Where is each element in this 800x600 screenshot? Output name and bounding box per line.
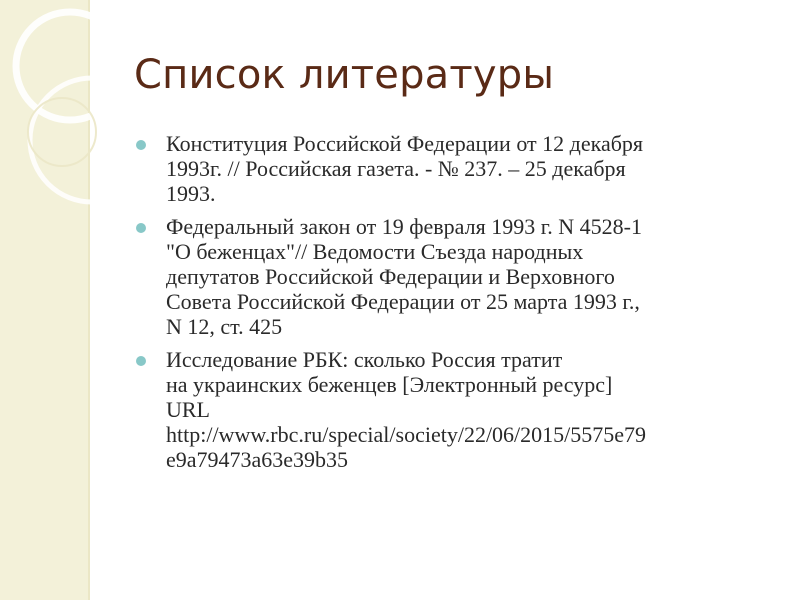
slide-title: Список литературы (134, 52, 555, 98)
reference-text: Исследование РБК: сколько Россия тратит на украинских беженцев [Электронный ресурс] URL http://www.rbc.ru/special/society/22/06/2015/5575e79 e9a79473a63e39b35 (166, 347, 647, 472)
bullet-icon (136, 356, 146, 366)
reference-item-3 (136, 347, 776, 472)
reference-text: Конституция Российской Федерации от 12 декабря 1993г. // Российская газета. - № 237. – 25 декабря 1993. (166, 131, 644, 206)
left-decorative-band (0, 0, 88, 600)
bullet-icon (136, 223, 146, 233)
reference-item-2 (136, 214, 776, 339)
reference-text: Федеральный закон от 19 февраля 1993 г. N 4528-1 "О беженцах"// Ведомости Съезда народных депутатов Российской Федерации и Верховного Совета Российской Федерации от 25 марта 1993 г., N 12, ст. 425 (166, 214, 642, 339)
reference-list (136, 131, 776, 480)
reference-item-1 (136, 131, 776, 206)
band-edge-line (88, 0, 90, 600)
bullet-icon (136, 140, 146, 150)
